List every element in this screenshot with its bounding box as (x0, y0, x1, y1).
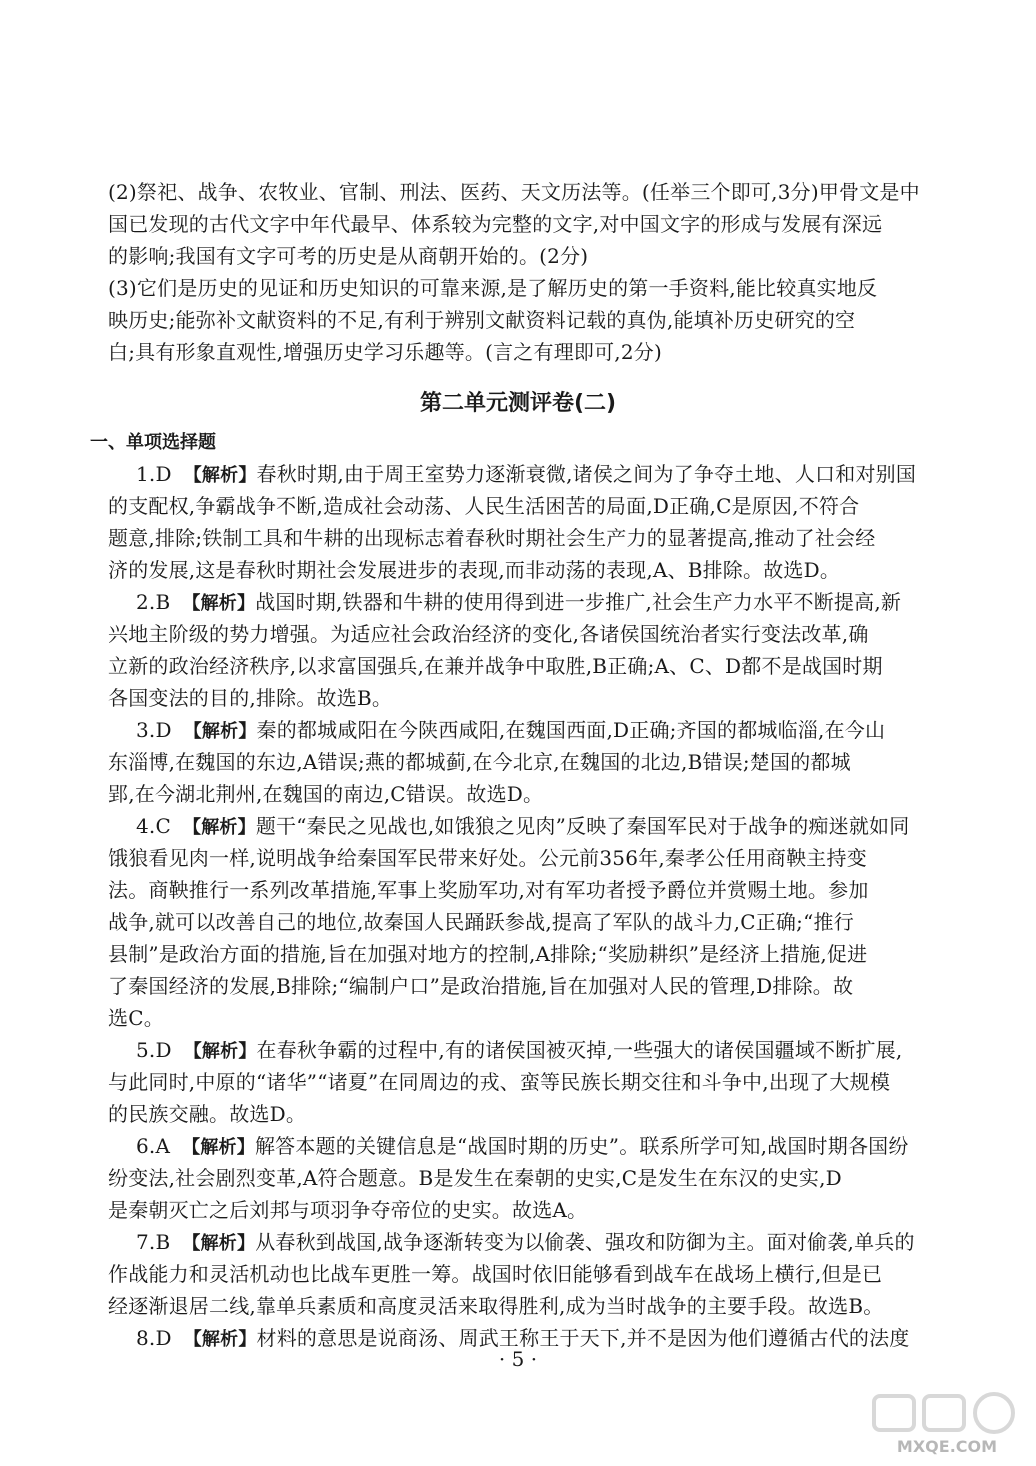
text-line: 东淄博,在魏国的东边,A错误;燕的都城蓟,在今北京,在魏国的北边,B错误;楚国的都城 (108, 750, 851, 774)
watermark-logo (872, 1392, 1022, 1458)
page-number: · 5 · (498, 1347, 538, 1371)
analysis-tag: 【解析】 (182, 1233, 256, 1254)
text-line: 立新的政治经济秩序,以求富国强兵,在兼并战争中取胜,B正确;A、C、D都不是战国时期 (108, 654, 883, 678)
text-line: 了秦国经济的发展,B排除;“编制户口”是政治措施,旨在加强对人民的管理,D排除。故 (108, 974, 854, 998)
text-line: 各国变法的目的,排除。故选B。 (108, 686, 393, 710)
answer-number: 5.D (136, 1038, 172, 1062)
answer-number: 2.B (136, 590, 171, 614)
text-line: 与此同时,中原的“诸华”“诸夏”在同周边的戎、蛮等民族长期交往和斗争中,出现了大规模 (108, 1070, 891, 1094)
answer-text: 春秋时期,由于周王室势力逐渐衰微,诸侯之间为了争夺土地、人口和对别国 (256, 462, 917, 486)
analysis-tag: 【解析】 (183, 721, 257, 742)
text-line: 郢,在今湖北荆州,在魏国的南边,C错误。故选D。 (108, 782, 544, 806)
text-line: 县制”是政治方面的措施,旨在加强对地方的控制,A排除;“奖励耕织”是经济上措施,促进 (108, 942, 868, 966)
analysis-tag: 【解析】 (183, 817, 256, 838)
answer-text: 在春秋争霸的过程中,有的诸侯国被灭掉,一些强大的诸侯国疆域不断扩展, (256, 1038, 903, 1062)
previous-answer-block (108, 176, 928, 368)
text-line: 的民族交融。故选D。 (108, 1102, 307, 1126)
analysis-tag: 【解析】 (183, 465, 257, 486)
answer-number: 7.B (136, 1230, 171, 1254)
answer-item (108, 810, 928, 1034)
text-line: 饿狼看见肉一样,说明战争给秦国军民带来好处。公元前356年,秦孝公任用商鞅主持变 (108, 846, 867, 870)
text-line: 是秦朝灭亡之后刘邦与项羽争夺帝位的史实。故选A。 (108, 1198, 588, 1222)
answer-number: 1.D (136, 462, 172, 486)
answer-item (108, 1034, 928, 1130)
text-line: 战争,就可以改善自己的地位,故秦国人民踊跃参战,提高了军队的战斗力,C正确;“推行 (108, 910, 854, 934)
answer-text: 题干“秦民之见战也,如饿狼之见肉”反映了秦国军民对于战争的痴迷就如同 (255, 814, 910, 838)
answer-text: 材料的意思是说商汤、周武王称王于天下,并不是因为他们遵循古代的法度 (256, 1326, 910, 1350)
answer-number: 4.C (136, 814, 171, 838)
answer-text: 解答本题的关键信息是“战国时期的历史”。联系所学可知,战国时期各国纷 (254, 1134, 909, 1158)
text-line: 法。商鞅推行一系列改革措施,军事上奖励军功,对有军功者授予爵位并赏赐土地。参加 (108, 878, 869, 902)
text-line: 经逐渐退居二线,靠单兵素质和高度灵活来取得胜利,成为当时战争的主要手段。故选B。 (108, 1294, 884, 1318)
answer-first-line (108, 1130, 928, 1162)
text-line: 白;具有形象直观性,增强历史学习乐趣等。(言之有理即可,2分) (108, 340, 662, 364)
answer-first-line (108, 810, 928, 842)
answer-first-line (108, 1034, 928, 1066)
answer-item (108, 1226, 928, 1322)
text-line: 国已发现的古代文字中年代最早、体系较为完整的文字,对中国文字的形成与发展有深远 (108, 212, 883, 236)
text-line: 映历史;能弥补文献资料的不足,有利于辨别文献资料记载的真伪,能填补历史研究的空 (108, 308, 856, 332)
answer-text: 秦的都城咸阳在今陕西咸阳,在魏国西面,D正确;齐国的都城临淄,在今山 (256, 718, 886, 742)
analysis-tag: 【解析】 (182, 1137, 255, 1158)
section-heading: 一、单项选择题 (90, 432, 216, 453)
text-line: 选C。 (108, 1006, 164, 1030)
answer-text: 从春秋到战国,战争逐渐转变为以偷袭、强攻和防御为主。面对偷袭,单兵的 (255, 1230, 915, 1254)
text-line: (2)祭祀、战争、农牧业、官制、刑法、医药、天文历法等。(任举三个即可,3分)甲骨文是中 (108, 180, 920, 204)
text-line: 题意,排除;铁制工具和牛耕的出现标志着春秋时期社会生产力的显著提高,推动了社会经 (108, 526, 876, 550)
answer-first-line (108, 1226, 928, 1258)
answer-item (108, 714, 928, 810)
text-line: 济的发展,这是春秋时期社会发展进步的表现,而非动荡的表现,A、B排除。故选D。 (108, 558, 841, 582)
answer-number: 3.D (136, 718, 172, 742)
text-line: 的影响;我国有文字可考的历史是从商朝开始的。(2分) (108, 244, 589, 268)
analysis-tag: 【解析】 (183, 1041, 257, 1062)
answer-first-line (108, 714, 928, 746)
text-line: 作战能力和灵活机动也比战车更胜一筹。战国时依旧能够看到战车在战场上横行,但是已 (108, 1262, 883, 1286)
answer-number: 6.A (136, 1134, 171, 1158)
answer-item (108, 586, 928, 714)
text-line: (3)它们是历史的见证和历史知识的可靠来源,是了解历史的第一手资料,能比较真实地反 (108, 276, 878, 300)
answer-item (108, 458, 928, 586)
answer-item (108, 1130, 928, 1226)
text-line: 的支配权,争霸战争不断,造成社会动荡、人民生活困苦的局面,D正确,C是原因,不符合 (108, 494, 860, 518)
answer-text: 战国时期,铁器和牛耕的使用得到进一步推广,社会生产力水平不断提高,新 (255, 590, 902, 614)
analysis-tag: 【解析】 (183, 1329, 257, 1350)
text-line: 纷变法,社会剧烈变革,A符合题意。B是发生在秦朝的史实,C是发生在东汉的史实,D (108, 1166, 842, 1190)
answer-first-line (108, 586, 928, 618)
answer-first-line (108, 458, 928, 490)
text-line: 兴地主阶级的势力增强。为适应社会政治经济的变化,各诸侯国统治者实行变法改革,确 (108, 622, 869, 646)
answer-page (90, 176, 928, 1354)
analysis-tag: 【解析】 (182, 593, 256, 614)
answer-number: 8.D (136, 1326, 172, 1350)
page-title: 第二单元测评卷(二) (419, 391, 617, 416)
watermark-text: MXQE.COM (896, 1437, 998, 1456)
